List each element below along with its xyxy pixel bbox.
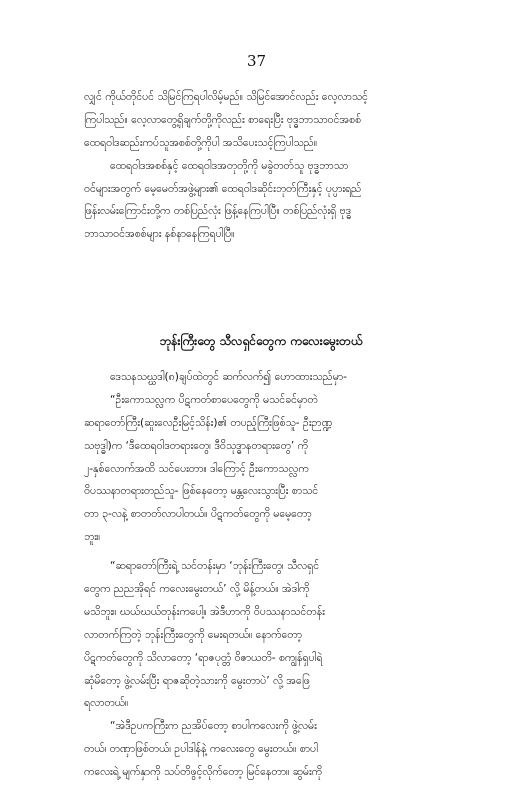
- body-text-top: [84, 86, 438, 246]
- page-number: 37: [246, 52, 267, 70]
- text-line: ဘာသာဝင်အစစ်များ နစ်နာနေကြရပါပြီ။: [84, 228, 235, 241]
- text-line: မသိဘူး။ ဃယ်ဃယ်တုန်းကပေါ့။ အဲဒီဟာကို ဝိပဿနာသင်တန်း: [84, 605, 325, 618]
- text-line: ဝိပဿနာတရားတည်သူ- ဖြစ်နေတော့ မန္တလေးသွားပြီး စာသင်: [84, 485, 319, 498]
- section-heading: ဘုန်းကြီးတွေ သီလရှင်တွေက ကလေးမွေးတယ်: [159, 334, 363, 348]
- text-line: ဝင်များအတွက် မေ့မေတ်အဖွဲ့များ၏ ထေရဝါဒဆိုင်းဘုတ်ကြီးနှင့် ပုပ္ပားရည်: [84, 182, 362, 195]
- text-line: ဘူး။: [84, 531, 101, 544]
- text-line: လျှင် ကိုယ်တိုင်ပင် သိမြင်ကြရပါလိမ့်မည်။ သိမြင်အောင်လည်း လေ့လာသင့်: [84, 91, 368, 103]
- body-text-bottom: [84, 366, 438, 784]
- text-line: ကလေးရဲ့ မျက်နှာကို သပ်တိဖွင့်လိုက်တော့ မြင်နေတာ။ ဆွမ်းကို: [84, 766, 322, 779]
- text-line: သဗုဒ္ဓါ)က ‘ဒီထေရဝါဒတရားတွေ၊ ဒီဝိသုဒ္ဓာနတရားတွေ’ ကို: [84, 439, 309, 452]
- text-line: ပိဋကတ်တွေကို သိလာတော့ ‘ရာဇပုတ္တံ ဝိဇာယတိ- စကျွန်ရှပါရဲ: [84, 651, 323, 664]
- text-line: ဒေသနသဃ္ဃဒါ(၈)ချပ်ထဲတွင် ဆက်လက်၍ ဟောထားသည်မှာ-: [110, 371, 347, 383]
- text-line: “အဲဒီဥပကကြီးက ညအိပ်တော့ စာပါကလေးကို ဖွဲ့လမ်း: [110, 720, 317, 733]
- text-line: ထေရဝါဒအစစ်နှင့် ထေရဝါဒအတုတို့ကို မခွဲတတ်သူ ဗုဒ္ဓဘာသာ: [110, 159, 349, 172]
- text-line: ရလာတယ်။: [84, 697, 129, 710]
- text-line: ဆရာတော်ကြီး(ဆူးလေဦးမြင့်သိန်း)၏ တပည့်ကြီးဖြစ်သူ- ဦးဉာဏ္ဍ: [84, 416, 333, 429]
- text-line: တာ ၃-လနဲ့ စာတတ်လာပါတယ်။ ပိဋကတ်တွေကို မမေ့တော့: [84, 508, 312, 521]
- text-line: ၂-နှစ်လောက်အထိ သင်ပေးတာ။ ဒါကြောင့် ဦးကောသလ္လက: [84, 462, 309, 475]
- text-line: လာတက်ကြတဲ့ ဘုန်းကြီးတွေကို မေးရတယ်။ နောက်တော့: [84, 628, 302, 641]
- text-line: ဆုံမိတော့ ဖွဲ့လမ်းပြီး ရာဇဆိုတဲ့သားကို မွေးတာပဲ’ လို့ အဖြေ: [84, 674, 310, 687]
- text-line: “ဆရာတော်ကြီးရဲ့ သင်တန်းမှာ ‘ဘုန်းကြီးတွေ၊ သီလရှင်: [110, 560, 320, 573]
- text-line: “ဦးကောသလ္လက ပိဋကတ်စာပေတွေကို မသင်ခင်မှာတဲ: [110, 393, 318, 406]
- text-line: ထေရဝါဒဆည်းကပ်သူအစစ်တို့ကိုပါ အသိပေးသင့်ကြပါသည်။: [84, 136, 318, 149]
- text-line: ဖြန်းလမ်းကြောင်းတို့က တစ်ပြည်လုံး ဖြန့်နေကြပါပြီ။ တစ်ပြည်လုံးရှိ ဗုဒ္ဓ: [84, 205, 352, 218]
- text-line: တယ်၊ တဏှာဖြစ်တယ်၊ ဥပါဒါန်နဲ့ ကလေးတွေ မွေးတယ်။ စာပါ: [84, 743, 318, 756]
- text-line: တွေက ညညအိုရင် ကလေးမွေးတယ်’ လို့ မိန့်တယ်။ အဲဒါကို: [84, 583, 310, 596]
- text-line: ကြပါသည်။ လေ့လာတွေ့ရှိချက်တို့ကိုလည်း စာရေးပြီး ဗုဒ္ဓဘာသာဝင်အစစ်: [84, 113, 362, 126]
